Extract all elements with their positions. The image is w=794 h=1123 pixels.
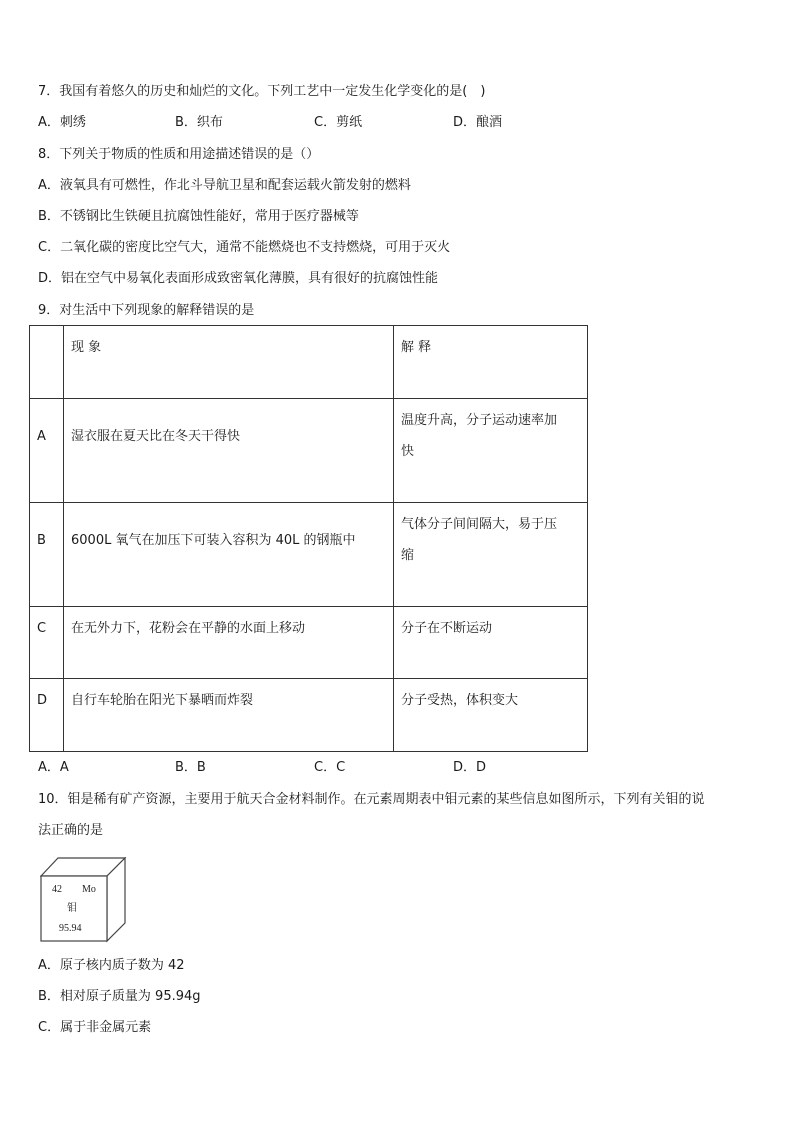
q7-stem: 7．我国有着悠久的历史和灿烂的文化。下列工艺中一定发生化学变化的是( ) — [38, 84, 486, 99]
table-row — [30, 503, 588, 607]
row-label: A — [37, 429, 46, 444]
row-phenomenon-cell — [64, 607, 394, 679]
row-explain-cell — [394, 503, 588, 607]
row-phenomenon: 在无外力下，花粉会在平静的水面上移动 — [71, 621, 306, 636]
q10-stem-line1: 10．钼是稀有矿产资源，主要用于航天合金材料制作。在元素周期表中钼元素的某些信息如图所示，下列有关钼的说 — [38, 792, 705, 807]
row-label: B — [37, 533, 46, 548]
q8-option-b: B．不锈钢比生铁硬且抗腐蚀性能好，常用于医疗器械等 — [38, 209, 359, 224]
row-explain-line1: 气体分子间间隔大，易于压 — [401, 517, 558, 532]
element-number: 42 — [52, 884, 62, 895]
row-label: C — [37, 621, 47, 636]
q9-table — [29, 325, 588, 752]
header-phenomenon: 现 象 — [71, 340, 102, 355]
q7-option-b: B．织布 — [175, 115, 223, 130]
q10-stem-line2: 法正确的是 — [38, 823, 104, 838]
q8-option-c: C．二氧化碳的密度比空气大，通常不能燃烧也不支持燃烧，可用于灭火 — [38, 240, 451, 255]
row-label-cell — [30, 679, 64, 752]
element-name: 钼 — [67, 903, 77, 914]
row-explain-line2: 缩 — [401, 548, 415, 563]
q7-option-d: D．酿酒 — [453, 115, 503, 130]
row-label-cell — [30, 503, 64, 607]
row-explain-line1: 分子受热，体积变大 — [401, 693, 519, 708]
table-row — [30, 399, 588, 503]
row-phenomenon-cell — [64, 399, 394, 503]
row-label-cell — [30, 399, 64, 503]
q9-stem: 9．对生活中下列现象的解释错误的是 — [38, 303, 255, 318]
q8-stem: 8．下列关于物质的性质和用途描述错误的是（） — [38, 147, 320, 162]
element-symbol: Mo — [82, 884, 96, 895]
header-explain: 解 释 — [401, 340, 432, 355]
q9-option-c: C．C — [314, 760, 346, 775]
header-explain-cell — [394, 326, 588, 399]
row-label: D — [37, 693, 48, 708]
row-explain-cell — [394, 399, 588, 503]
row-phenomenon-cell — [64, 503, 394, 607]
row-phenomenon: 自行车轮胎在阳光下暴晒而炸裂 — [71, 693, 254, 708]
row-explain-cell — [394, 679, 588, 752]
q7-option-c: C．剪纸 — [314, 115, 363, 130]
q9-option-b: B．B — [175, 760, 206, 775]
row-label-cell — [30, 607, 64, 679]
header-phenomenon-cell — [64, 326, 394, 399]
row-explain-line1: 温度升高，分子运动速率加 — [401, 413, 558, 428]
q10-option-a: A．原子核内质子数为 42 — [38, 958, 185, 973]
row-phenomenon: 6000L 氧气在加压下可装入容积为 40L 的钢瓶中 — [71, 533, 356, 548]
row-explain-line1: 分子在不断运动 — [401, 621, 493, 636]
q7-option-a: A．刺绣 — [38, 115, 86, 130]
q8-option-a: A．液氧具有可燃性，作北斗导航卫星和配套运载火箭发射的燃料 — [38, 178, 411, 193]
q9-option-d: D．D — [453, 760, 487, 775]
q10-option-c: C．属于非金属元素 — [38, 1020, 152, 1035]
row-explain-line2: 快 — [401, 444, 415, 459]
row-phenomenon-cell — [64, 679, 394, 752]
header-label-cell — [30, 326, 64, 399]
table-row — [30, 679, 588, 752]
element-mass: 95.94 — [59, 923, 82, 934]
q10-option-b: B．相对原子质量为 95.94g — [38, 989, 201, 1004]
q9-option-a: A．A — [38, 760, 69, 775]
q8-option-d: D．铝在空气中易氧化表面形成致密氧化薄膜，具有很好的抗腐蚀性能 — [38, 271, 439, 286]
table-row — [30, 607, 588, 679]
row-explain-cell — [394, 607, 588, 679]
q9-options — [38, 759, 558, 777]
row-phenomenon: 湿衣服在夏天比在冬天干得快 — [71, 429, 241, 444]
q7-options — [38, 114, 558, 132]
table-header-row — [30, 326, 588, 399]
element-cube-figure — [40, 857, 128, 943]
